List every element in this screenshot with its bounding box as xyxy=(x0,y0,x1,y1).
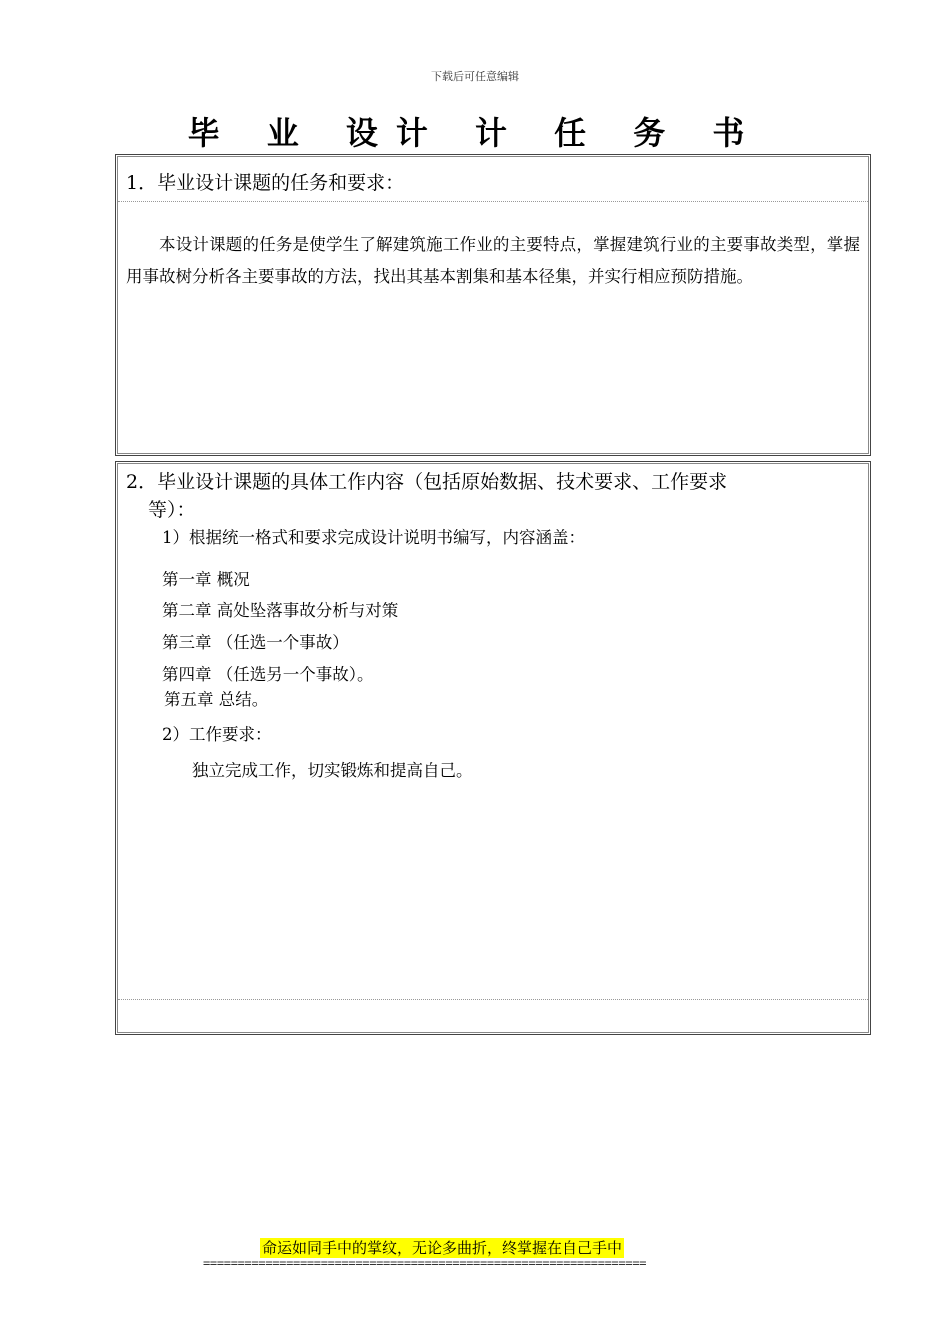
download-note: 下载后可任意编辑 xyxy=(431,70,519,83)
task-requirements-box xyxy=(115,154,871,456)
chapter-item: 第三章 （任选一个事故） xyxy=(162,633,349,652)
footer-rule: ================================================================ xyxy=(203,1256,647,1270)
section1-body: 本设计课题的任务是使学生了解建筑施工作业的主要特点，掌握建筑行业的主要事故类型，掌握用事故树分析各主要事故的方法，找出其基本割集和基本径集，并实行相应预防措施。 xyxy=(126,235,860,286)
section2-divider xyxy=(118,999,868,1000)
work-item-2: 2）工作要求： xyxy=(162,725,272,744)
section1-divider xyxy=(118,201,868,202)
work-content-box xyxy=(115,461,871,1035)
document-title: 毕 业 设计 计 任 务 书 xyxy=(187,114,763,152)
chapter-item: 第一章 概况 xyxy=(162,570,250,589)
work-item-1: 1）根据统一格式和要求完成设计说明书编写，内容涵盖： xyxy=(162,528,585,547)
work-item-2-body: 独立完成工作，切实锻炼和提高自己。 xyxy=(192,761,473,780)
chapter-item: 第二章 高处坠落事故分析与对策 xyxy=(162,601,399,620)
footer-motto: 命运如同手中的掌纹，无论多曲折，终掌握在自己手中 xyxy=(262,1239,623,1257)
section1-heading: 1．毕业设计课题的任务和要求： xyxy=(126,172,405,194)
chapter-item: 第五章 总结。 xyxy=(164,690,269,709)
chapter-item: 第四章 （任选另一个事故）。 xyxy=(162,665,374,684)
section2-heading-cont: 等）： xyxy=(148,499,196,521)
section2-heading: 2．毕业设计课题的具体工作内容（包括原始数据、技术要求、工作要求 xyxy=(126,471,728,493)
